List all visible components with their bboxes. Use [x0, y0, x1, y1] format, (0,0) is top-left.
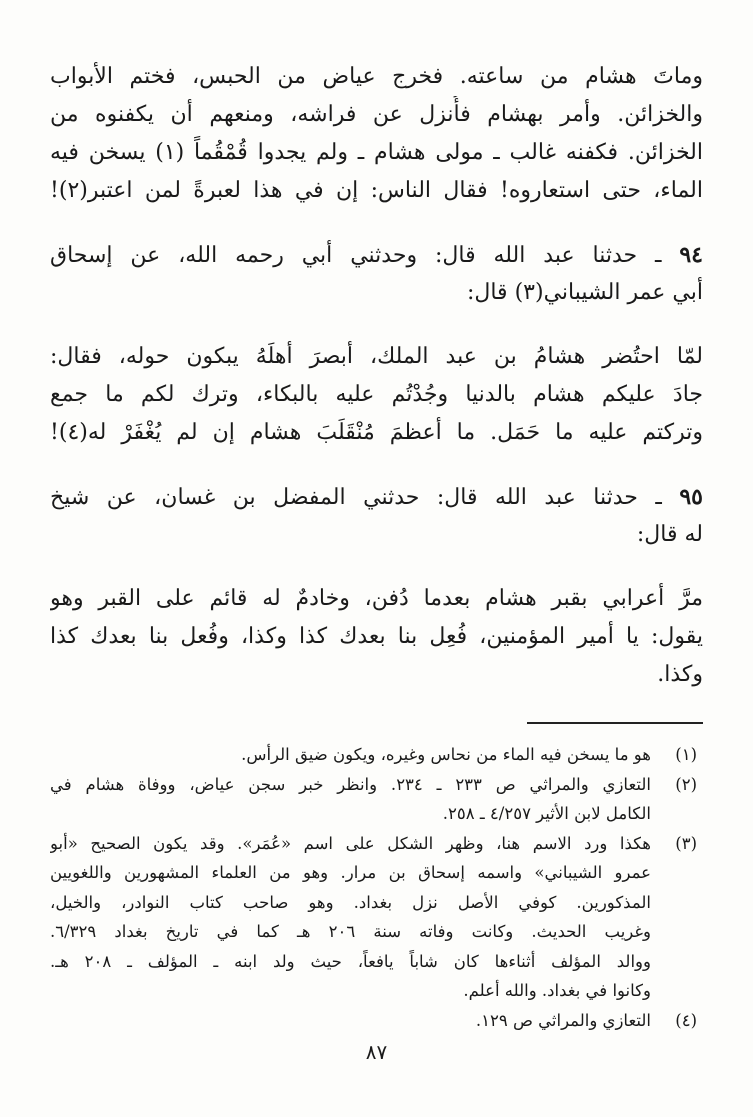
footnote-3	[50, 829, 703, 1006]
footnote-line: هو ما يسخن فيه الماء من نحاس وغيره، ويكون ضيق الرأس.	[241, 745, 651, 764]
text-line: يقول: يا أمير المؤمنين، فُعِل بنا بعدك كذا وكذا، وفُعل بنا بعدك كذا	[50, 624, 703, 649]
footnote-line: عمرو الشيباني» واسمه إسحاق بن مرار. وهو من العلماء المشهورين واللغويين	[50, 863, 651, 882]
text-line	[50, 478, 703, 516]
footnote-1	[50, 740, 703, 770]
text-line: وماتَ هشام من ساعته. فخرج عياض من الحبس، فختم الأبواب	[50, 64, 703, 89]
text-line: له قال:	[636, 522, 703, 547]
text-line: أبي عمر الشيباني(٣) قال:	[466, 280, 703, 305]
footnote-line: التعازي والمراثي ص ١٢٩.	[475, 1010, 651, 1030]
footnote-mark: (٤)	[675, 1010, 697, 1030]
footnote-4	[50, 1006, 703, 1036]
text-line: لمّا احتُضر هشامُ بن عبد الملك، أبصرَ أهلَهُ يبكون حوله، فقال:	[50, 344, 703, 369]
text-line-content: ـ حدثنا عبد الله قال: وحدثني أبي رحمه الله، عن إسحاق	[50, 243, 662, 268]
footnote-mark: (٣)	[675, 833, 697, 853]
footnotes	[50, 740, 703, 1035]
footnote-line: المذكورين. كوفي الأصل نزل بغداد. وهو صاحب كتاب النوادر، والخيل،	[50, 892, 651, 912]
text-line: جادَ عليكم هشام بالدنيا وجُدْتُم عليه بالبكاء، وترك لكم ما جمع	[50, 382, 703, 407]
text-line: والخزائن. وأمر بهشام فأُنزل عن فراشه، ومنعهم أن يكفنوه من	[50, 102, 703, 127]
text-line-content: ـ حدثنا عبد الله قال: حدثني المفضل بن غسان، عن شيخ	[50, 485, 662, 510]
footnote-line: ووالد المؤلف أثناءها كان شاباً يافعاً، حيث ولد ابنه ـ المؤلف ـ ٢٠٨ هـ.	[50, 951, 651, 971]
footnote-2	[50, 770, 703, 829]
paragraph-5	[50, 580, 703, 694]
paragraph-3	[50, 338, 703, 452]
footnote-separator	[527, 722, 703, 724]
narration-number: ٩٤	[679, 242, 703, 268]
footnote-line: وكانوا في بغداد. والله أعلم.	[463, 981, 651, 1000]
footnote-mark: (٢)	[675, 774, 697, 794]
page-number: ٨٧	[365, 1040, 388, 1064]
narration-94	[50, 236, 703, 312]
footnote-line: هكذا ورد الاسم هنا، وظهر الشكل على اسم «عُمَر». وقد يكون الصحيح «أبو	[50, 833, 651, 853]
text-line	[50, 236, 703, 274]
footnote-line: الكامل لابن الأثير ٤/٢٥٧ ـ ٢٥٨.	[442, 804, 651, 823]
text-line: الخزائن. فكفنه غالب ـ مولى هشام ـ ولم يجدوا قُمْقُماً (١) يسخن فيه	[50, 140, 703, 165]
footnote-line: التعازي والمراثي ص ٢٣٣ ـ ٢٣٤. وانظر خبر سجن عياض، ووفاة هشام في	[50, 774, 651, 794]
text-line: الماء، حتى استعاروه! فقال الناس: إن في هذا لعبرةً لمن اعتبر(٢)!	[50, 178, 703, 203]
narration-number: ٩٥	[679, 484, 703, 510]
footnote-line: وغريب الحديث. وكانت وفاته سنة ٢٠٦ هـ كما في تاريخ بغداد ٦/٣٢٩.	[50, 922, 651, 941]
narration-95	[50, 478, 703, 554]
footnote-mark: (١)	[675, 745, 697, 764]
text-line: وكذا.	[657, 662, 703, 687]
text-line: مرَّ أعرابي بقبر هشام بعدما دُفن، وخادمٌ له قائم على القبر وهو	[50, 586, 703, 611]
text-line: وتركتم عليه ما حَمَل. ما أعظمَ مُنْقَلَبَ هشام إن لم يُغْفَرْ له(٤)!	[50, 420, 703, 445]
paragraph-1	[50, 58, 703, 210]
